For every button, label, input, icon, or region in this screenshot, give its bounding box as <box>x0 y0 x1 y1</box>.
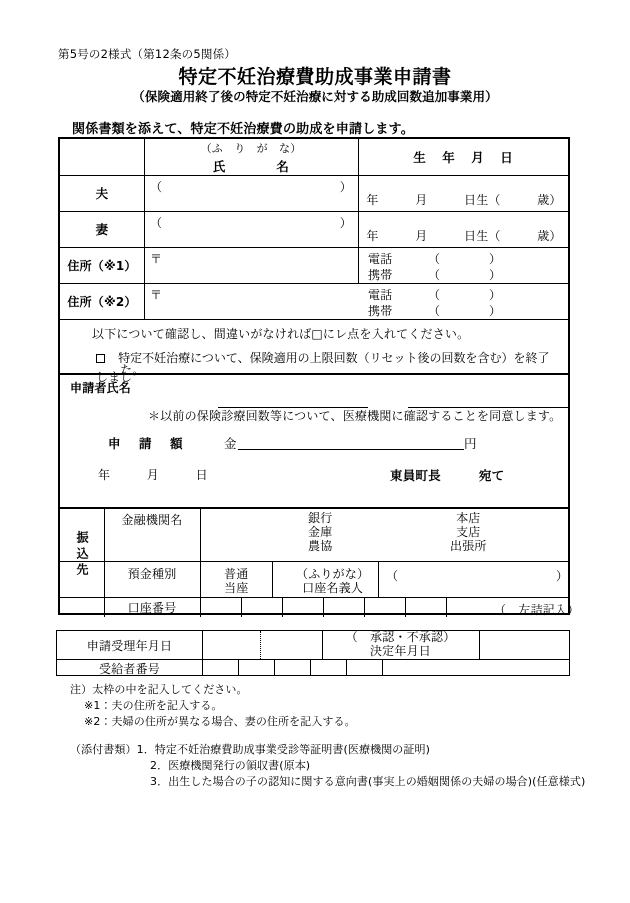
confirmation-text-line2: た。 <box>120 363 145 377</box>
address2-mobile-value[interactable]: （ ） <box>428 304 502 318</box>
name-label: 氏 名 <box>212 158 290 174</box>
receipt-date-label-text: 申請受理年月日 <box>86 638 173 653</box>
receipt-date-field[interactable] <box>202 631 322 659</box>
address1-tel-label: 電話 <box>368 252 393 266</box>
account-number-cell[interactable] <box>446 597 487 617</box>
address2-field[interactable] <box>144 283 570 319</box>
postal-mark-icon: 〒 <box>150 252 163 266</box>
amount-label: 申 請 額 <box>108 436 186 451</box>
decision-label <box>322 631 479 659</box>
husband-birthdate-field[interactable] <box>358 175 570 211</box>
husband-label: 夫 <box>95 186 109 201</box>
wife-name-close <box>144 211 358 247</box>
bank-transfer-section-label: 振込先 <box>75 531 89 579</box>
amount-currency-prefix: 金 <box>224 436 237 451</box>
row-label-address-1 <box>60 247 144 283</box>
account-number-cell[interactable] <box>323 597 364 617</box>
institution-label-text: 金融機関名 <box>121 512 183 527</box>
account-holder-open-paren: （ <box>386 569 399 583</box>
account-number-label-text: 口座番号 <box>127 600 177 615</box>
page-title: 特定不妊治療費助成事業申請書 <box>178 66 452 88</box>
address1-label: 住所（※1） <box>67 258 137 273</box>
husband-birth-line: 年 月 日生（ 歳） <box>366 193 562 207</box>
deposit-type-ordinary[interactable]: 普通 <box>224 567 249 581</box>
branch-type-branch[interactable]: 支店 <box>456 525 481 540</box>
amount-input-line[interactable] <box>238 449 464 450</box>
note-2: ※2：夫婦の住所が異なる場合、妻の住所を記入する。 <box>84 715 356 728</box>
address2-mobile-label: 携帯 <box>368 304 393 318</box>
recipient-number-cell[interactable] <box>238 659 274 677</box>
wife-birth-line: 年 月 日生（ 歳） <box>366 229 562 243</box>
open-paren: （ <box>150 216 163 230</box>
applicant-name-label: 申請者氏名 <box>70 381 132 395</box>
account-number-cell[interactable] <box>282 597 323 617</box>
branch-type-options[interactable] <box>450 511 487 553</box>
institution-type-bank[interactable]: 銀行 <box>308 511 333 525</box>
address2-tel-value[interactable]: （ ） <box>428 288 502 302</box>
form-code: 第5号の2様式（第12条の5関係） <box>58 47 236 61</box>
lead-statement: 関係書類を添えて、特定不妊治療費の助成を申請します。 <box>72 122 414 137</box>
account-holder-label-group <box>296 567 369 595</box>
decision-date-field[interactable] <box>479 631 571 659</box>
recipient-number-cell[interactable] <box>346 659 382 677</box>
wife-birthdate-field[interactable] <box>358 211 570 247</box>
divider <box>272 561 273 597</box>
recipient-number-cell[interactable] <box>382 659 571 677</box>
furigana-label: （ふ り が な） <box>200 141 302 155</box>
wife-label: 妻 <box>95 222 109 237</box>
attachment-item-2: 2．医療機関発行の領収書(原本) <box>150 759 311 772</box>
recipient-number-cell[interactable] <box>310 659 346 677</box>
row-label-address-2 <box>60 283 144 319</box>
header-birthdate-column <box>358 139 570 175</box>
account-number-cell[interactable] <box>364 597 405 617</box>
institution-type-nokyo[interactable]: 農協 <box>308 539 333 554</box>
account-holder-close-paren: ） <box>556 569 569 583</box>
decision-label-line2: 決定年月日 <box>369 644 431 658</box>
decision-label-line1: （ 承認・不承認） <box>345 630 456 645</box>
husband-name-close <box>144 175 358 211</box>
note-main: 注）太枠の中を記入してください。 <box>70 683 248 696</box>
application-date-line[interactable]: 年 月 日 <box>98 468 208 482</box>
confirmation-text-line1: 特定不妊治療について、保険適用の上限回数（リセット後の回数を含む）を終了しまし <box>96 351 550 384</box>
account-holder-furigana-label: （ふりがな） <box>296 567 370 581</box>
row-label-husband <box>60 175 144 211</box>
row-label-wife <box>60 211 144 247</box>
confirmation-checkbox[interactable] <box>96 354 105 363</box>
header-name-column <box>144 139 358 175</box>
addressee: 東員町長 宛て <box>390 468 505 483</box>
deposit-type-current[interactable]: 当座 <box>224 581 249 596</box>
deposit-type-label-text: 預金種別 <box>127 566 177 581</box>
main-form-frame <box>58 137 580 617</box>
address1-mobile-value[interactable]: （ ） <box>428 268 502 282</box>
postal-mark-icon: 〒 <box>150 288 163 302</box>
account-holder-field[interactable] <box>378 561 570 597</box>
recipient-number-label <box>57 659 202 677</box>
note-1: ※1：夫の住所を記入する。 <box>84 699 223 712</box>
receipt-date-label <box>57 631 202 659</box>
confirmation-checkbox-row[interactable] <box>96 347 556 385</box>
branch-type-head[interactable]: 本店 <box>456 511 481 525</box>
divider <box>60 319 568 320</box>
open-paren: （ <box>150 180 163 194</box>
page-subtitle: （保険適用終了後の特定不妊治療に対する助成回数追加事業用） <box>132 89 498 104</box>
consent-statement: ＊以前の保険診療回数等について、医療機関に確認することを同意します。 <box>148 409 562 423</box>
address1-field[interactable] <box>144 247 570 283</box>
deposit-type-options[interactable] <box>224 567 248 595</box>
institution-name-label <box>104 507 200 531</box>
account-number-cell[interactable] <box>200 597 241 617</box>
amount-currency-suffix: 円 <box>464 436 477 451</box>
confirmation-instruction: 以下について確認し、間違いがなければ□にレ点を入れてください。 <box>92 327 470 341</box>
attachment-item-3: 3．出生した場合の子の認知に関する意向書(事実上の婚姻関係の夫婦の場合)(任意様式) <box>150 775 586 788</box>
account-number-hint: （ 左詰記入） <box>494 603 580 617</box>
birthdate-label: 生 年 月 日 <box>413 150 515 165</box>
account-holder-label: 口座名義人 <box>302 581 364 596</box>
recipient-number-label-text: 受給者番号 <box>98 661 160 676</box>
close-paren: ） <box>339 180 352 194</box>
institution-type-options[interactable] <box>308 511 332 553</box>
account-number-cell[interactable] <box>241 597 282 617</box>
address1-mobile-label: 携帯 <box>368 268 393 282</box>
branch-type-office[interactable]: 出張所 <box>450 539 487 554</box>
deposit-type-label <box>104 561 200 585</box>
recipient-number-cell[interactable] <box>274 659 310 677</box>
address2-label: 住所（※2） <box>67 294 137 309</box>
close-paren: ） <box>339 216 352 230</box>
account-number-label <box>104 597 200 617</box>
address2-tel-label: 電話 <box>368 288 393 302</box>
attachment-item-1: （添付書類）1．特定不妊治療費助成事業受診等証明書(医療機関の証明) <box>70 743 430 756</box>
address1-tel-value[interactable]: （ ） <box>428 252 502 266</box>
admin-frame <box>56 630 570 676</box>
institution-type-shinkin[interactable]: 金庫 <box>308 525 333 540</box>
recipient-number-cell[interactable] <box>202 659 238 677</box>
account-number-cell[interactable] <box>405 597 446 617</box>
